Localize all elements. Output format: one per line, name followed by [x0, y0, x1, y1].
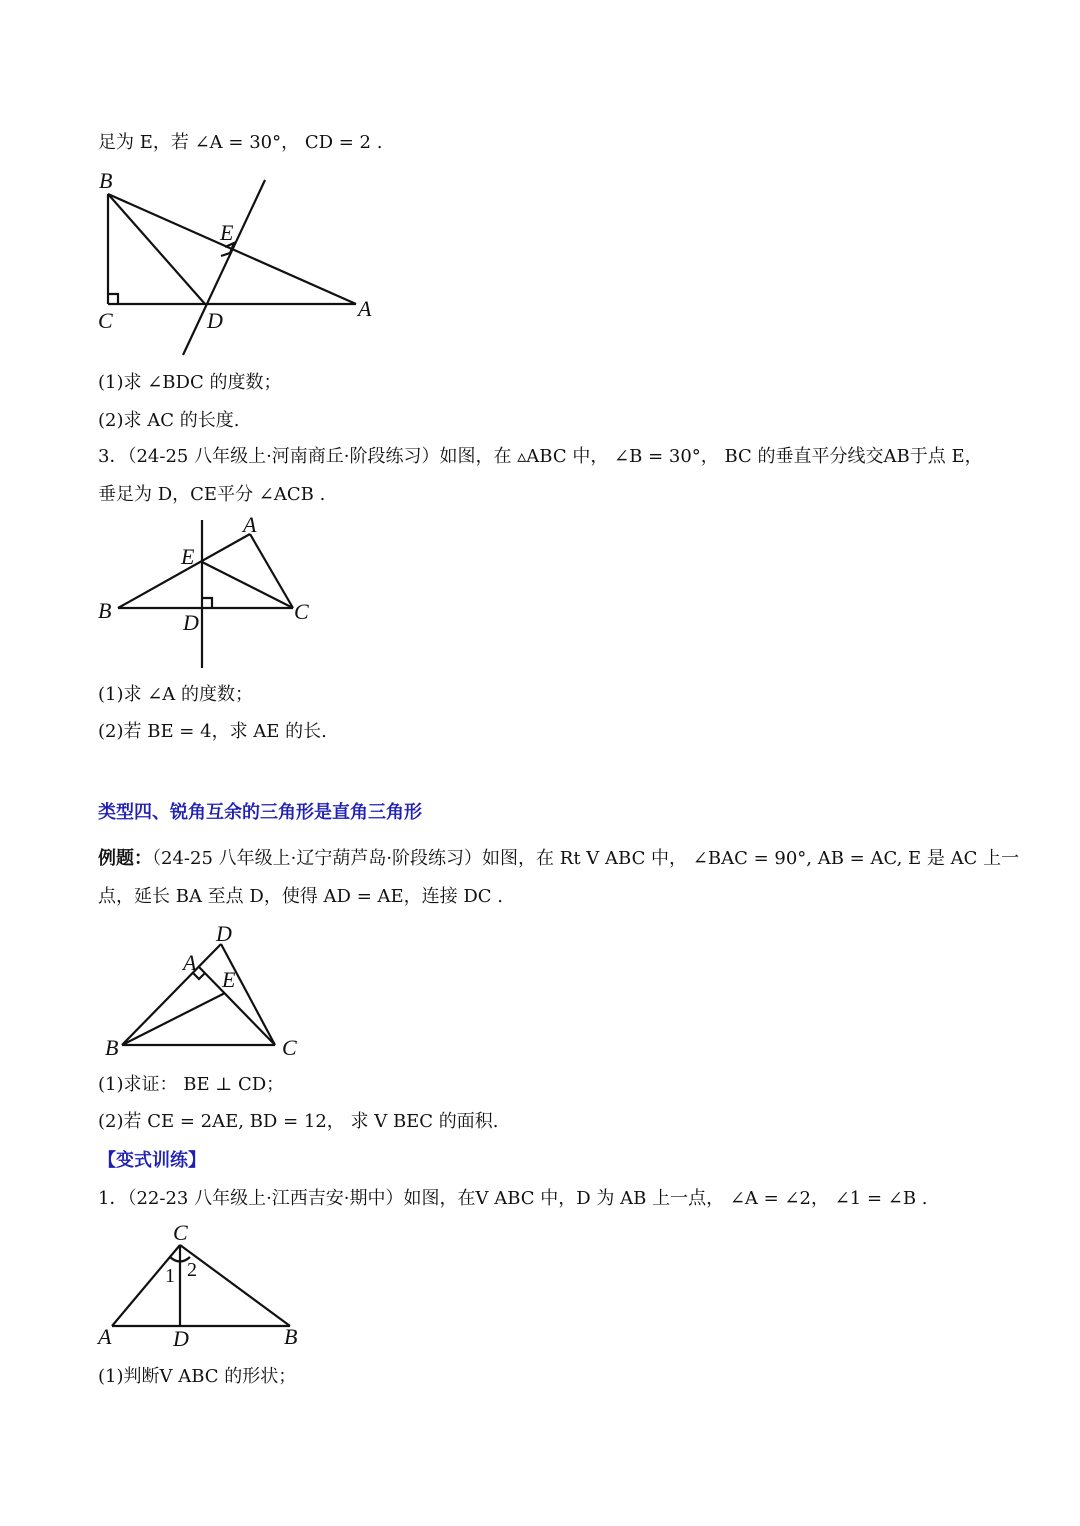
problem3-statement-line1: 3．（24-25 八年级上·河南商丘·阶段练习）如图，在 ▵ABC 中， ∠B = 30°， BC 的垂直平分线交AB于点 E， [98, 446, 983, 467]
label-e: E [222, 967, 236, 992]
label-a: A [243, 512, 257, 537]
variant-question-1: (1)判断V ABC 的形状； [98, 1366, 297, 1387]
label-d: D [173, 1326, 189, 1351]
label-a: A [358, 296, 372, 321]
label-d: D [216, 921, 232, 946]
label-c: C [98, 308, 113, 333]
label-c: C [173, 1220, 188, 1245]
example-statement-line2: 点，延长 BA 至点 D，使得 AD = AE，连接 DC . [98, 886, 504, 907]
problem3-question-1: (1)求 ∠A 的度数； [98, 684, 254, 705]
label-angle-2: 2 [187, 1259, 197, 1281]
problem2-question-1: (1)求 ∠BDC 的度数； [98, 372, 282, 393]
problem2-statement: 足为 E，若 ∠A = 30°， CD = 2 . [98, 132, 383, 153]
problem2-question-2: (2)求 AC 的长度. [98, 410, 240, 431]
example-question-1: (1)求证： BE ⊥ CD； [98, 1074, 285, 1095]
label-d: D [183, 610, 199, 635]
variant-heading: 【变式训练】 [98, 1150, 206, 1171]
problem3-statement-line2: 垂足为 D，CE平分 ∠ACB . [98, 484, 326, 505]
label-a: A [183, 950, 197, 975]
segment-cb [180, 1245, 290, 1326]
label-b: B [98, 598, 112, 623]
label-e: E [220, 220, 234, 245]
label-b: B [105, 1035, 119, 1060]
label-d: D [207, 308, 223, 333]
variant-statement: 1．（22-23 八年级上·江西吉安·期中）如图，在V ABC 中，D 为 AB 上一点， ∠A = ∠2， ∠1 = ∠B . [98, 1188, 928, 1209]
example-text: （24-25 八年级上·辽宁葫芦岛·阶段练习）如图，在 Rt V ABC 中， ∠BAC = 90°, AB = AC, E 是 AC 上一 [152, 848, 1020, 869]
example-question-2: (2)若 CE = 2AE, BD = 12， 求 V BEC 的面积. [98, 1111, 499, 1132]
label-angle-1: 1 [165, 1265, 175, 1287]
section-heading: 类型四、锐角互余的三角形是直角三角形 [98, 802, 422, 823]
example-tag: 例题： [98, 848, 152, 869]
label-b: B [99, 168, 113, 193]
label-a: A [98, 1324, 112, 1349]
label-b: B [284, 1324, 298, 1349]
label-e: E [181, 544, 195, 569]
label-c: C [294, 599, 309, 624]
label-c: C [282, 1035, 297, 1060]
problem3-question-2: (2)若 BE = 4，求 AE 的长. [98, 721, 327, 742]
